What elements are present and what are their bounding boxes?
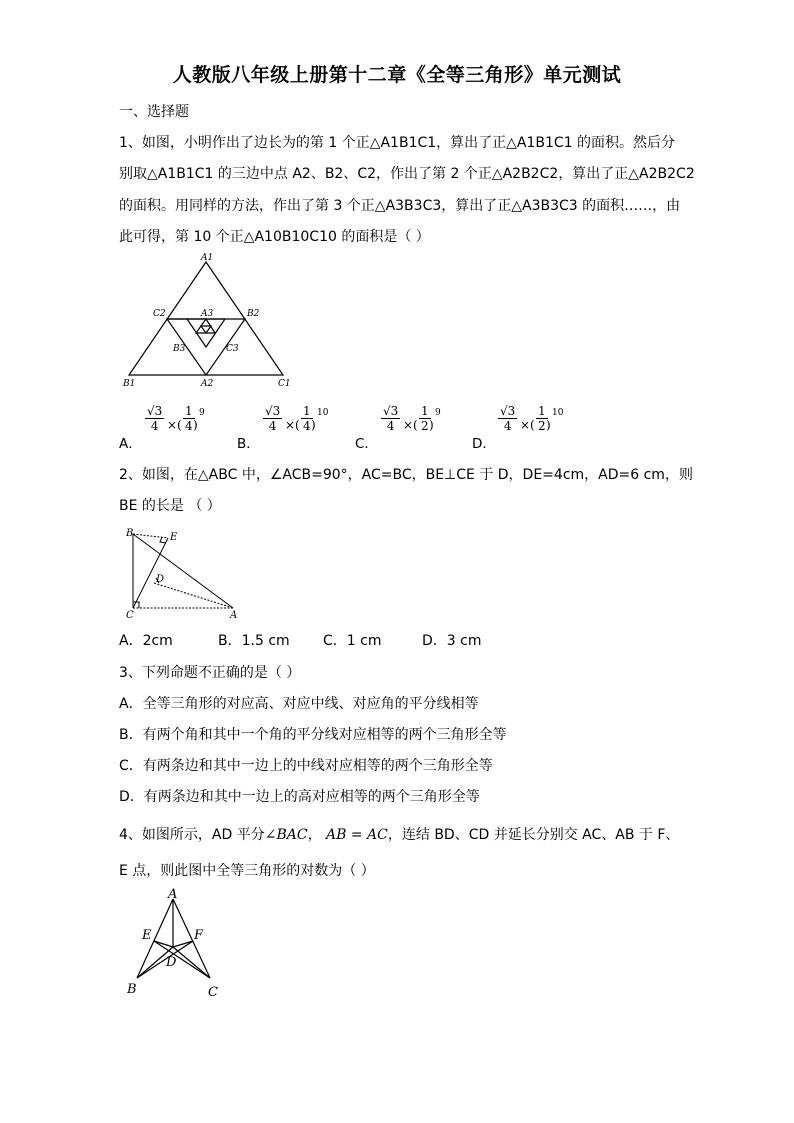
numerator: 1 <box>185 404 193 418</box>
q4-text-line-2: E 点，则此图中全等三角形的对数为（ ） <box>119 863 375 879</box>
numerator: 1 <box>303 404 311 418</box>
denominator: 4 <box>268 419 277 433</box>
label-D: D <box>166 955 177 970</box>
label-C: C <box>208 985 218 1000</box>
label-C3: C3 <box>226 344 239 354</box>
page-title: 人教版八年级上册第十二章《全等三角形》单元测试 <box>172 64 622 86</box>
q2-option-a[interactable]: A．2cm <box>119 633 173 649</box>
sqrt3: √3 <box>147 404 163 418</box>
option-letter: C． <box>355 436 378 452</box>
q3-option-d[interactable]: D．有两条边和其中一边上的高对应相等的两个三角形全等 <box>119 789 480 805</box>
sqrt3: √3 <box>383 404 399 418</box>
q2-option-b[interactable]: B．1.5 cm <box>218 633 290 649</box>
label-F: F <box>194 928 204 943</box>
q4-text-part-b: ，连结 BD、CD 并延长分别交 AC、AB 于 F、 <box>387 827 680 843</box>
q1-text-line-4: 此可得，第 10 个正△A10B10C10 的面积是（ ） <box>119 229 430 245</box>
q4-angle-bac: ∠BAC <box>264 827 308 843</box>
numerator: 1 <box>421 404 429 418</box>
q1-nested-triangles-figure <box>115 250 295 390</box>
label-B1: B1 <box>123 379 136 389</box>
label-D: D <box>156 574 165 585</box>
option-letter: A． <box>119 436 142 452</box>
exponent: 10 <box>317 408 329 418</box>
q4-separator: ， <box>307 827 322 843</box>
times-sign: ×( <box>403 418 418 432</box>
q3-text: 3、下列命题不正确的是（ ） <box>119 665 301 681</box>
sqrt3: √3 <box>500 404 516 418</box>
label-A3: A3 <box>201 309 214 319</box>
exponent: 9 <box>199 408 205 418</box>
denominator: 4 <box>185 419 193 433</box>
exponent: 9 <box>435 408 441 418</box>
label-A: A <box>230 610 238 621</box>
q2-triangle-figure <box>118 522 243 622</box>
q1-text-line-2: 别取△A1B1C1 的三边中点 A2、B2、C2，作出了第 2 个正△A2B2C2，算出了正△A2B2C2 <box>119 166 695 182</box>
numerator: 1 <box>538 404 546 418</box>
sqrt3: √3 <box>265 404 281 418</box>
times-sign: ×( <box>167 418 182 432</box>
times-sign: ×( <box>285 418 300 432</box>
label-C2: C2 <box>153 309 166 319</box>
q4-ab-eq-ac: AB = AC <box>326 827 388 843</box>
label-B: B <box>127 982 137 997</box>
denominator: 4 <box>150 419 159 433</box>
q1-text-line-1: 1、如图，小明作出了边长为的第 1 个正△A1B1C1，算出了正△A1B1C1 的面积。然后分 <box>119 135 676 151</box>
label-B: B <box>126 528 134 539</box>
times-sign: ×( <box>520 418 535 432</box>
label-C: C <box>126 610 134 621</box>
label-B3: B3 <box>173 344 186 354</box>
section-heading: 一、选择题 <box>119 104 189 120</box>
q3-option-a[interactable]: A．全等三角形的对应高、对应中线、对应角的平分线相等 <box>119 696 479 712</box>
denominator: 2 <box>538 419 546 433</box>
label-A2: A2 <box>201 379 214 389</box>
q4-triangle-figure <box>120 886 230 1001</box>
label-C1: C1 <box>278 379 291 389</box>
label-B2: B2 <box>247 309 260 319</box>
q2-text-line-2: BE 的长是 （ ） <box>119 498 221 514</box>
q1-option-c[interactable]: C． $\frac{√3}{4}$ ×( $\frac{1}{2}$ ) 9 <box>355 404 441 452</box>
q4-text-line-1 <box>119 824 679 844</box>
label-A: A <box>168 887 178 902</box>
denominator: 4 <box>503 419 512 433</box>
q3-option-c[interactable]: C．有两条边和其中一边上的中线对应相等的两个三角形全等 <box>119 758 493 774</box>
q1-option-d[interactable]: D． $\frac{√3}{4}$ ×( $\frac{1}{2}$ ) 10 <box>472 404 564 452</box>
denominator: 4 <box>386 419 395 433</box>
label-A1-top: A1 <box>201 253 214 263</box>
q1-option-b[interactable]: B． $\frac{√3}{4}$ ×( $\frac{1}{4}$ ) 10 <box>237 404 329 452</box>
q2-text-line-1: 2、如图，在△ABC 中，∠ACB=90°，AC=BC，BE⊥CE 于 D，DE=4cm，AD=6 cm，则 <box>119 467 693 483</box>
exponent: 10 <box>552 408 564 418</box>
q2-option-c[interactable]: C．1 cm <box>323 633 382 649</box>
q1-option-a[interactable]: A． $\frac{√3}{4}$ ×( $\frac{1}{4}$ ) 9 <box>119 404 205 452</box>
denominator: 4 <box>303 419 311 433</box>
option-letter: D． <box>472 436 496 452</box>
label-E: E <box>142 928 152 943</box>
q1-text-line-3: 的面积。用同样的方法，作出了第 3 个正△A3B3C3，算出了正△A3B3C3 的面积……，由 <box>119 198 681 214</box>
option-letter: B． <box>237 436 260 452</box>
q2-option-d[interactable]: D．3 cm <box>422 633 482 649</box>
q4-text-part-a: 4、如图所示，AD 平分 <box>119 827 265 843</box>
label-E: E <box>170 532 178 543</box>
q3-option-b[interactable]: B．有两个角和其中一个角的平分线对应相等的两个三角形全等 <box>119 727 507 743</box>
denominator: 2 <box>421 419 429 433</box>
